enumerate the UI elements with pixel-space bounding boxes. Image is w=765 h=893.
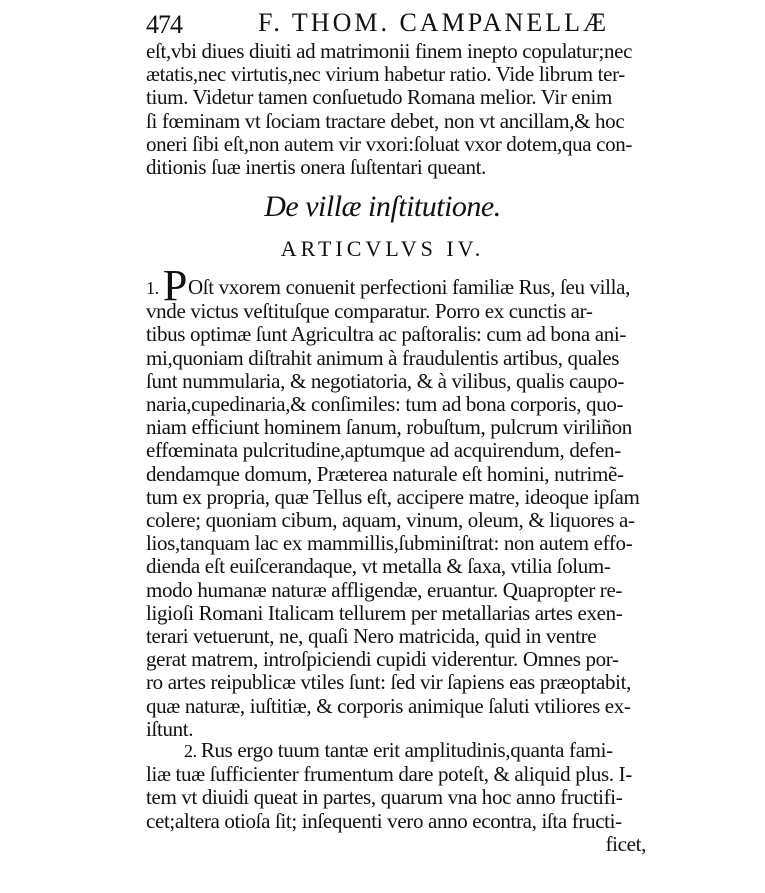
text-line: mi,quoniam diſtrahit animum à fraudulentis artibus, quales xyxy=(146,345,620,370)
paragraph-1 xyxy=(146,261,646,741)
text-line: tium. Videtur tamen conſuetudo Romana melior. Vir enim xyxy=(146,85,612,110)
page-number: 474 xyxy=(146,10,182,39)
text-line: ligioſi Romani Italicam tellurem per metallarias artes exen- xyxy=(146,600,623,625)
running-head xyxy=(146,6,666,40)
text-line: eſt,vbi diues diuiti ad matrimonii finem inepto copulatur;nec xyxy=(146,39,633,63)
text-line: quæ naturæ, iuſtitiæ, & corporis animique ſaluti vtiliores ex- xyxy=(146,693,631,718)
text-line: vnde victus veſtituſque comparatur. Porro ex cunctis ar- xyxy=(146,299,593,324)
text-line: Oſt vxorem conuenit perfectioni familiæ Rus, ſeu villa, xyxy=(187,275,631,299)
text-line: ætatis,nec virtutis,nec virium habetur ratio. Vide librum ter- xyxy=(146,62,625,87)
text-line: terari vetuerunt, ne, quaſi Nero matricida, quid in ventre xyxy=(146,624,597,649)
article-heading: ARTICVLVS IV. xyxy=(280,236,485,261)
text-line: ditionis ſuæ inertis onera ſuſtentari queant. xyxy=(146,155,487,180)
continued-paragraph xyxy=(146,40,646,179)
text-line: colere; quoniam cibum, aquam, vinum, oleum, & liquores a- xyxy=(146,508,635,533)
text-line: effœminata pulcritudine,aptumque ad acquirendum, defen- xyxy=(146,438,621,463)
text-line: gerat matrem, introſpiciendi cupidi viderentur. Omnes por- xyxy=(146,647,619,672)
paragraph-number: 2. xyxy=(184,741,197,761)
text-line: iſtunt. xyxy=(146,716,194,741)
text-line: liæ tuæ ſufficienter frumentum dare poteſt, & aliquid plus. I- xyxy=(146,762,632,787)
paragraph-first-line xyxy=(146,739,646,763)
text-line: ro artes reipublicæ vtiles ſunt: ſed vir ſapiens eas præoptabit, xyxy=(146,670,631,695)
text-line: ſunt nummularia, & negotiatoria, & à vilibus, qualis caupo- xyxy=(146,368,624,393)
running-title: F. THOM. CAMPANELLÆ xyxy=(258,8,610,37)
text-line: tibus optimæ ſunt Agricultra ac paſtoralis: cum ad bona ani- xyxy=(146,322,626,347)
text-line: lios,tanquam lac ex mammillis,ſubminiſtrat: non autem effo- xyxy=(146,531,633,556)
text-line: tum ex propria, quæ Tellus eſt, accipere matre, ideoque ipſam xyxy=(146,484,640,509)
text-line: Rus ergo tuum tantæ erit amplitudinis,quanta fami- xyxy=(200,738,613,762)
paragraph-first-line xyxy=(146,261,646,310)
text-line: cet;altera otioſa ſit; inſequenti vero anno econtra, iſta fructi- xyxy=(146,808,622,833)
text-line: modo humanæ naturæ affligendæ, eruantur. Quapropter re- xyxy=(146,577,623,602)
text-line: niam efficiunt hominem ſanum, robuſtum, pulcrum viriliñon xyxy=(146,415,632,440)
text-line: dienda eſt euiſcerandaque, vt metalla & ſaxa, vtilia ſolum- xyxy=(146,554,611,579)
paragraph-number: 1. xyxy=(146,278,159,298)
text-line: ſi fœminam vt ſociam tractare debet, non vt ancillam,& hoc xyxy=(146,108,625,133)
text-line: oneri ſibi eſt,non autem vir vxori:ſoluat vxor dotem,qua con- xyxy=(146,131,633,156)
section-title: De villæ inſtitutione. xyxy=(264,190,501,223)
text-line: naria,cupedinaria,& conſimiles: tum ad bona corporis, quo- xyxy=(146,392,624,417)
drop-capital: P xyxy=(162,261,187,310)
paragraph-2 xyxy=(146,739,646,856)
catchword: ficet, xyxy=(605,831,646,856)
text-line: dendamque domum, Præterea naturale eſt homini, nutrimẽ- xyxy=(146,461,624,486)
text-line: tem vt diuidi queat in partes, quarum vna hoc anno fructifi- xyxy=(146,785,623,810)
